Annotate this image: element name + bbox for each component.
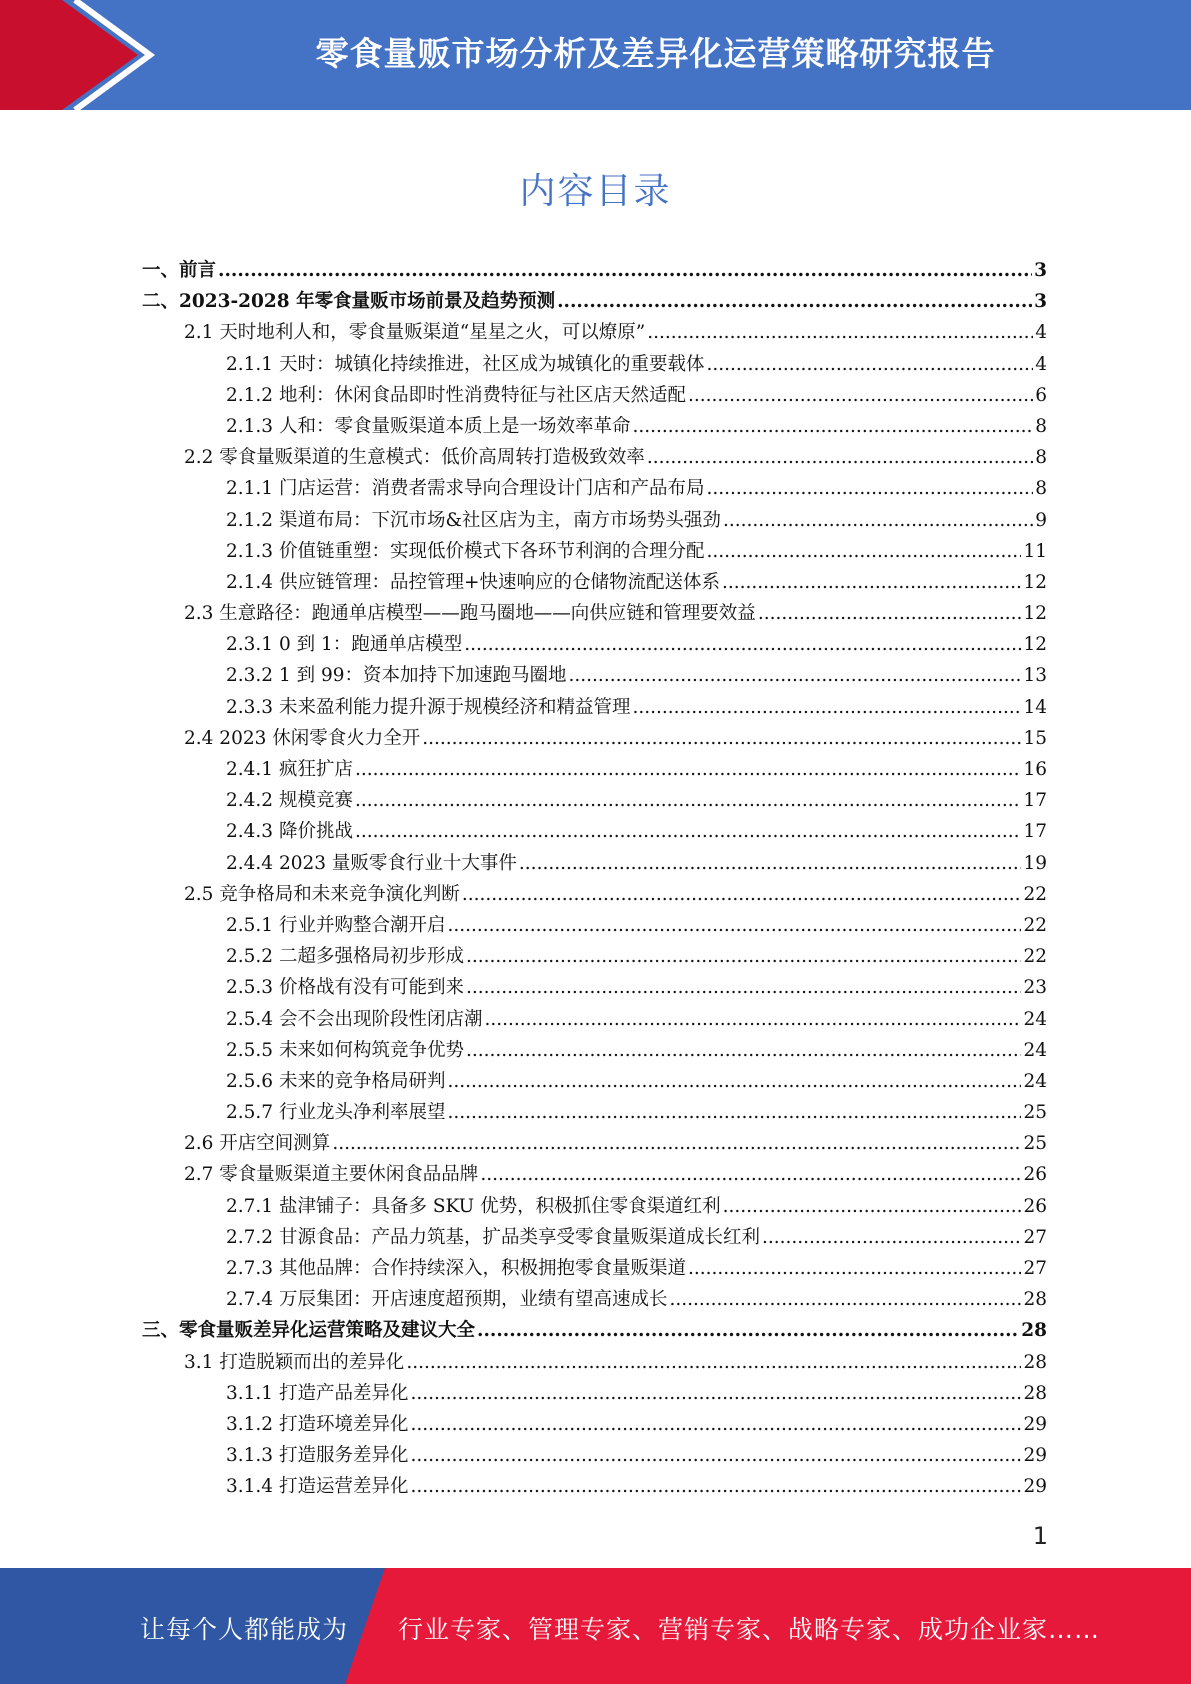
toc-entry-label: 2.3.1 0 到 1：跑通单店模型 <box>226 634 463 656</box>
toc-entry-label: 2.1.2 渠道布局：下沉市场&社区店为主，南方市场势头强劲 <box>226 509 721 531</box>
toc-entry-label: 2.1.1 门店运营：消费者需求导向合理设计门店和产品布局 <box>226 478 705 500</box>
toc-entry-label: 2.3.3 未来盈利能力提升源于规模经济和精益管理 <box>226 696 631 718</box>
footer-slogan-right: 行业专家、管理专家、营销专家、战略专家、成功企业家…… <box>398 1615 1101 1644</box>
footer-slogan-left: 让每个人都能成为 <box>140 1615 349 1644</box>
toc-dot-leader <box>484 1004 1021 1035</box>
toc-entry-page: 29 <box>1023 1476 1047 1498</box>
toc-entry[interactable] <box>142 941 1047 972</box>
toc-entry[interactable] <box>142 848 1047 879</box>
toc-entry-label: 二、2023-2028 年零食量贩市场前景及趋势预测 <box>142 291 556 313</box>
toc-entry-page: 12 <box>1023 634 1047 656</box>
toc-entry-page: 13 <box>1023 665 1047 687</box>
toc-entry[interactable] <box>142 1222 1047 1253</box>
toc-entry[interactable] <box>142 1378 1047 1409</box>
toc-entry-label: 2.5.3 价格战有没有可能到来 <box>226 977 464 999</box>
toc-dot-leader <box>688 1253 1021 1284</box>
toc-entry-page: 4 <box>1035 322 1047 344</box>
toc-dot-leader <box>447 1066 1021 1097</box>
toc-dot-leader <box>723 1191 1022 1222</box>
toc-entry[interactable] <box>142 380 1047 411</box>
toc-entry[interactable] <box>142 349 1047 380</box>
toc-entry-label: 2.4.2 规模竞赛 <box>226 790 353 812</box>
toc-entry-label: 3.1.1 打造产品差异化 <box>226 1382 409 1404</box>
toc-entry-page: 24 <box>1023 1039 1047 1061</box>
toc-entry-page: 28 <box>1023 1351 1047 1373</box>
toc-entry-page: 12 <box>1023 603 1047 625</box>
toc-entry-page: 16 <box>1023 759 1047 780</box>
toc-dot-leader <box>466 972 1021 1003</box>
toc-entry-label: 3.1.4 打造运营差异化 <box>226 1476 409 1498</box>
toc-entry-label: 一、前言 <box>142 260 217 281</box>
toc-entry[interactable] <box>142 723 1047 754</box>
toc-entry-label: 2.5.5 未来如何构筑竞争优势 <box>226 1039 464 1061</box>
toc-dot-leader <box>410 1409 1021 1440</box>
toc-entry-page: 26 <box>1023 1195 1047 1217</box>
toc-entry[interactable] <box>142 1159 1047 1190</box>
toc-entry-page: 22 <box>1023 914 1047 936</box>
toc-dot-leader <box>569 660 1022 691</box>
toc-entry-label: 三、零食量贩差异化运营策略及建议大全 <box>142 1320 476 1342</box>
toc-entry[interactable] <box>142 286 1047 317</box>
toc-entry-page: 28 <box>1021 1320 1047 1342</box>
toc-entry-page: 28 <box>1023 1289 1047 1311</box>
toc-entry[interactable] <box>142 1066 1047 1097</box>
toc-entry-page: 9 <box>1035 509 1047 531</box>
toc-entry[interactable] <box>142 567 1047 598</box>
toc-entry-label: 2.1.3 价值链重塑：实现低价模式下各环节利润的合理分配 <box>226 540 705 562</box>
toc-entry[interactable] <box>142 629 1047 660</box>
toc-entry[interactable] <box>142 317 1047 348</box>
toc-entry-page: 23 <box>1023 977 1047 999</box>
toc-entry-page: 11 <box>1023 540 1047 562</box>
toc-entry-page: 26 <box>1023 1164 1047 1186</box>
toc-entry-page: 22 <box>1023 946 1047 968</box>
toc-entry-label: 2.5 竞争格局和未来竞争演化判断 <box>184 883 460 905</box>
toc-entry-label: 2.1 天时地利人和，零食量贩渠道“星星之火，可以燎原” <box>184 322 646 344</box>
toc-dot-leader <box>706 349 1033 380</box>
toc-entry[interactable] <box>142 1097 1047 1128</box>
toc-entry-page: 28 <box>1023 1382 1047 1404</box>
toc-entry-label: 2.7.2 甘源食品：产品力筑基，扩品类享受零食量贩渠道成长红利 <box>226 1226 760 1248</box>
toc-dot-leader <box>519 848 1022 879</box>
toc-entry-page: 3 <box>1034 260 1047 281</box>
toc-entry[interactable] <box>142 816 1047 847</box>
toc-entry-page: 12 <box>1023 571 1047 593</box>
toc-dot-leader <box>447 1097 1021 1128</box>
toc-entry-label: 3.1.3 打造服务差异化 <box>226 1445 409 1467</box>
toc-entry[interactable] <box>142 442 1047 473</box>
toc-entry-page: 17 <box>1023 821 1047 843</box>
toc-entry-page: 29 <box>1023 1445 1047 1467</box>
toc-entry-page: 8 <box>1035 478 1047 500</box>
toc-entry-page: 6 <box>1035 384 1047 406</box>
toc-dot-leader <box>706 536 1021 567</box>
toc-entry-label: 3.1 打造脱颖而出的差异化 <box>184 1351 405 1373</box>
toc-entry[interactable] <box>142 1347 1047 1378</box>
toc-dot-leader <box>466 941 1021 972</box>
toc-entry-label: 2.2 零食量贩渠道的生意模式：低价高周转打造极致效率 <box>184 447 645 469</box>
toc-entry-page: 8 <box>1035 415 1047 437</box>
toc-entry[interactable] <box>142 1004 1047 1035</box>
toc-entry-label: 2.1.1 天时：城镇化持续推进，社区成为城镇化的重要载体 <box>226 353 705 375</box>
toc-dot-leader <box>406 1347 1021 1378</box>
toc-entry-label: 2.4.3 降价挑战 <box>226 821 353 843</box>
toc-dot-leader <box>557 286 1032 317</box>
toc-dot-leader <box>466 1035 1021 1066</box>
toc-entry-label: 2.4.1 疯狂扩店 <box>226 759 353 780</box>
toc-entry-page: 24 <box>1023 1008 1047 1030</box>
toc-entry-page: 19 <box>1023 852 1047 874</box>
report-header <box>0 0 1191 110</box>
toc-dot-leader <box>410 1378 1021 1409</box>
toc-entry[interactable] <box>142 536 1047 567</box>
toc-entry[interactable] <box>142 505 1047 536</box>
toc-dot-leader <box>480 1159 1021 1190</box>
toc-entry-label: 2.5.4 会不会出现阶段性闭店潮 <box>226 1008 483 1030</box>
toc-entry[interactable] <box>142 1409 1047 1440</box>
toc-entry-page: 15 <box>1023 727 1047 749</box>
toc-heading: 内容目录 <box>519 171 672 212</box>
toc-entry[interactable] <box>142 255 1047 286</box>
toc-dot-leader <box>410 1440 1021 1471</box>
toc-entry-page: 3 <box>1034 291 1047 313</box>
toc-dot-leader <box>758 598 1022 629</box>
toc-entry-label: 2.6 开店空间测算 <box>184 1133 331 1155</box>
toc-dot-leader <box>355 816 1022 847</box>
toc-entry-page: 27 <box>1023 1258 1047 1279</box>
toc-dot-leader <box>462 879 1022 910</box>
toc-dot-leader <box>669 1284 1021 1315</box>
toc-entry-page: 8 <box>1035 447 1047 469</box>
toc-entry-page: 24 <box>1023 1070 1047 1092</box>
toc-entry[interactable] <box>142 411 1047 442</box>
toc-entry[interactable] <box>142 1253 1047 1284</box>
toc-entry[interactable] <box>142 1284 1047 1315</box>
toc-entry-page: 25 <box>1023 1102 1047 1124</box>
toc-dot-leader <box>706 473 1033 504</box>
toc-entry-page: 25 <box>1023 1133 1047 1155</box>
toc-dot-leader <box>722 567 1021 598</box>
toc-entry-label: 2.7 零食量贩渠道主要休闲食品品牌 <box>184 1164 479 1186</box>
table-of-contents <box>142 255 1047 1503</box>
toc-entry[interactable] <box>142 692 1047 723</box>
toc-entry-label: 2.5.6 未来的竞争格局研判 <box>226 1070 446 1092</box>
toc-dot-leader <box>477 1315 1019 1346</box>
toc-entry-label: 2.5.2 二超多强格局初步形成 <box>226 946 464 968</box>
toc-entry[interactable] <box>142 1440 1047 1471</box>
report-title: 零食量贩市场分析及差异化运营策略研究报告 <box>315 34 996 73</box>
toc-entry-label: 2.1.3 人和：零食量贩渠道本质上是一场效率革命 <box>226 415 631 437</box>
toc-entry[interactable] <box>142 1471 1047 1502</box>
toc-entry[interactable] <box>142 1128 1047 1159</box>
toc-entry[interactable] <box>142 754 1047 785</box>
toc-dot-leader <box>647 442 1033 473</box>
toc-dot-leader <box>647 317 1033 348</box>
toc-dot-leader <box>332 1128 1021 1159</box>
toc-entry-page: 17 <box>1023 790 1047 812</box>
toc-entry-label: 2.4.4 2023 量贩零食行业十大事件 <box>226 852 517 874</box>
toc-entry-label: 2.5.1 行业并购整合潮开启 <box>226 914 446 936</box>
toc-entry-label: 2.7.4 万辰集团：开店速度超预期，业绩有望高速成长 <box>226 1289 668 1311</box>
toc-entry-label: 2.5.7 行业龙头净利率展望 <box>226 1102 446 1124</box>
toc-entry-label: 2.1.2 地利：休闲食品即时性消费特征与社区店天然适配 <box>226 384 686 406</box>
toc-entry[interactable] <box>142 660 1047 691</box>
toc-entry[interactable] <box>142 972 1047 1003</box>
toc-entry[interactable] <box>142 1035 1047 1066</box>
toc-entry[interactable] <box>142 879 1047 910</box>
toc-entry-label: 2.4 2023 休闲零食火力全开 <box>184 727 421 749</box>
toc-dot-leader <box>218 255 1032 286</box>
toc-entry[interactable] <box>142 598 1047 629</box>
toc-entry-label: 3.1.2 打造环境差异化 <box>226 1413 409 1435</box>
toc-entry-page: 14 <box>1023 696 1047 718</box>
toc-dot-leader <box>464 629 1021 660</box>
toc-entry[interactable] <box>142 785 1047 816</box>
toc-dot-leader <box>410 1471 1021 1502</box>
toc-entry[interactable] <box>142 910 1047 941</box>
toc-entry-label: 2.3 生意路径：跑通单店模型——跑马圈地——向供应链和管理要效益 <box>184 603 756 625</box>
toc-entry-page: 22 <box>1023 883 1047 905</box>
toc-dot-leader <box>723 505 1033 536</box>
toc-dot-leader <box>355 754 1022 785</box>
toc-entry-label: 2.3.2 1 到 99：资本加持下加速跑马圈地 <box>226 665 567 687</box>
toc-entry[interactable] <box>142 1191 1047 1222</box>
toc-dot-leader <box>762 1222 1021 1253</box>
toc-dot-leader <box>355 785 1022 816</box>
toc-entry-page: 4 <box>1035 353 1047 375</box>
toc-entry-page: 29 <box>1023 1413 1047 1435</box>
toc-entry-label: 2.1.4 供应链管理：品控管理+快速响应的仓储物流配送体系 <box>226 571 720 593</box>
toc-dot-leader <box>688 380 1033 411</box>
toc-dot-leader <box>422 723 1021 754</box>
toc-dot-leader <box>632 692 1021 723</box>
toc-dot-leader <box>632 411 1033 442</box>
page-number: 1 <box>1032 1522 1048 1550</box>
toc-entry-label: 2.7.3 其他品牌：合作持续深入，积极拥抱零食量贩渠道 <box>226 1258 686 1279</box>
toc-entry[interactable] <box>142 473 1047 504</box>
report-footer <box>0 1568 1191 1684</box>
toc-dot-leader <box>447 910 1021 941</box>
toc-entry-page: 27 <box>1023 1226 1047 1248</box>
toc-entry-label: 2.7.1 盐津铺子：具备多 SKU 优势，积极抓住零食渠道红利 <box>226 1195 721 1217</box>
toc-entry[interactable] <box>142 1315 1047 1346</box>
